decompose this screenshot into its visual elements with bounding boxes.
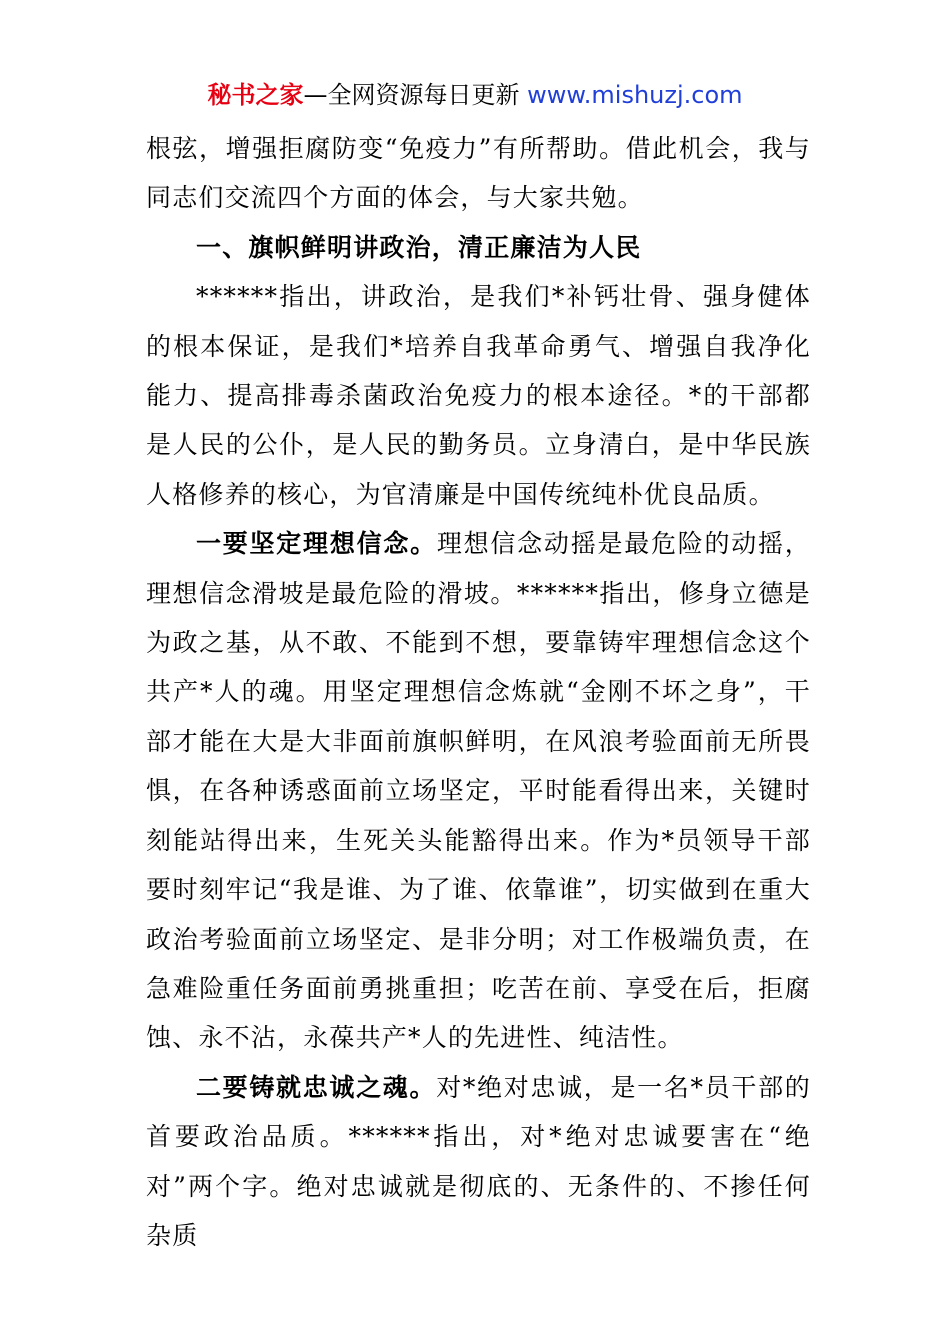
point-paragraph-2 [146,1063,811,1261]
point-text-1: 理想信念动摇是最危险的动摇，理想信念滑坡是最危险的滑坡。******指出，修身立德是为政之基，从不敢、不能到不想，要靠铸牢理想信念这个共产*人的魂。用坚定理想信念炼就“金刚不坏之身”，干部才能在大是大非面前旗帜鲜明，在风浪考验面前无所畏惧，在各种诱惑面前立场坚定，平时能看得出来，关键时刻能站得出来，生死关头能豁得出来。作为*员领导干部要时刻牢记“我是谁、为了谁、依靠谁”，切实做到在重大政治考验面前立场坚定、是非分明；对工作极端负责，在急难险重任务面前勇挑重担；吃苦在前、享受在后，拒腐蚀、永不沾，永葆共产*人的先进性、纯洁性。 [146,529,811,1053]
intro-paragraph: 根弦，增强拒腐防变“免疫力”有所帮助。借此机会，我与同志们交流四个方面的体会，与大家共勉。 [146,134,811,213]
point-text-2: 对*绝对忠诚，是一名*员干部的首要政治品质。******指出，对*绝对忠诚要害在“绝对”两个字。绝对忠诚就是彻底的、无条件的、不掺任何杂质 [146,1072,811,1250]
section-paragraph: ******指出，讲政治，是我们*补钙壮骨、强身健体的根本保证，是我们*培养自我革命勇气、增强自我净化能力、提高排毒杀菌政治免疫力的根本途径。*的干部都是人民的公仆，是人民的勤务员。立身清白，是中华民族人格修养的核心，为官清廉是中国传统纯朴优良品质。 [146,282,811,509]
page-header [0,78,950,112]
section-heading: 一、旗帜鲜明讲政治，清正廉洁为人民 [196,232,642,262]
document-body [146,124,811,1260]
brand-name: 秘书之家 [207,81,304,109]
point-lead-2: 二要铸就忠诚之魂。 [196,1072,437,1102]
site-url-link[interactable]: www.mishuzj.com [527,81,743,109]
point-paragraph-1 [146,519,811,1062]
point-lead-1: 一要坚定理想信念。 [196,529,437,559]
header-tagline: —全网资源每日更新 [303,81,528,109]
